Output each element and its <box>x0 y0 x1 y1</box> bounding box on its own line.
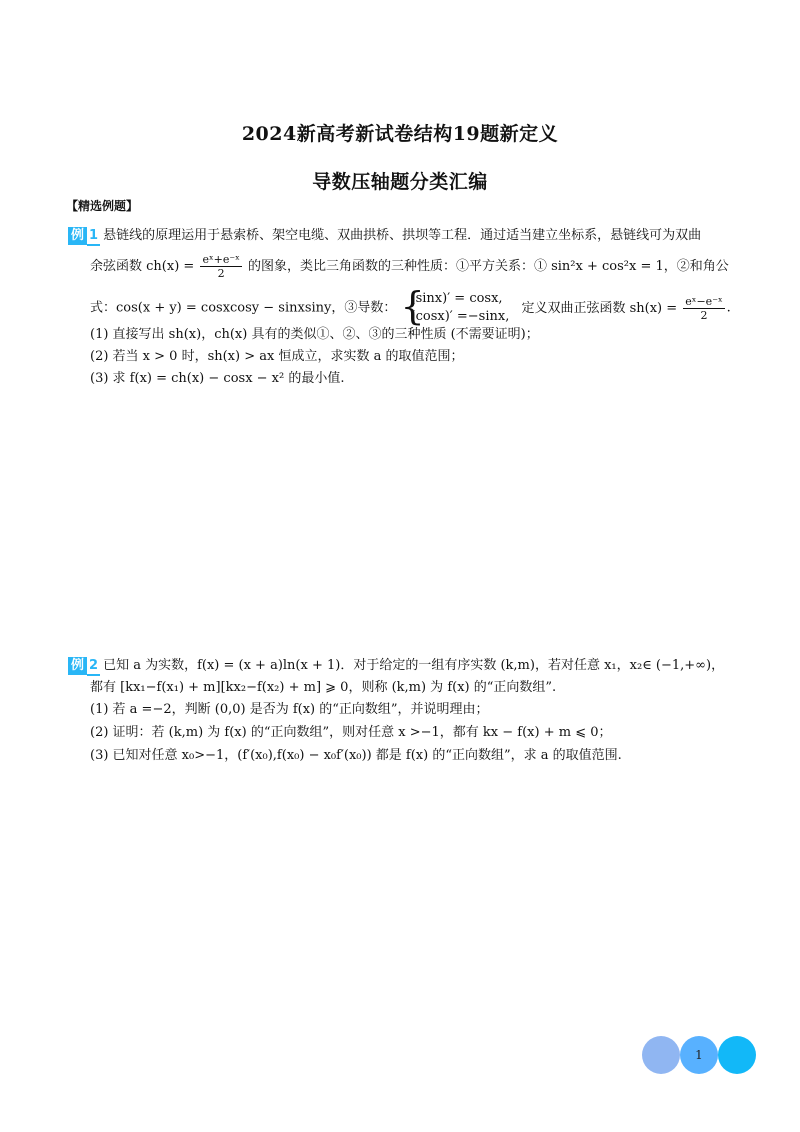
title-line-1: 2024新高考新试卷结构19题新定义 <box>241 123 559 145</box>
example-1-line-1 <box>68 226 701 246</box>
example-1-line-3 <box>90 284 731 328</box>
example-1-text-2b: 的图象，类比三角函数的三种性质：①平方关系：① sin²x + cos²x = 1，②和角公 <box>247 259 729 274</box>
example-2-line-2: 都有 [kx₁−f(x₁) + m][kx₂−f(x₂) + m] ⩾ 0，则称 (k,m) 为 f(x) 的“正向数组”. <box>90 680 557 695</box>
case-1: (sinx)′ = cosx, <box>410 291 503 306</box>
ch-fraction <box>200 253 241 280</box>
ch-numerator: eˣ+e⁻ˣ <box>202 253 240 266</box>
example-1-text-3a: 式：cos(x + y) = cosxcosy − sinxsiny，③导数： <box>90 300 397 316</box>
example-1-text-1: 悬链线的原理运用于悬索桥、架空电缆、双曲拱桥、拱坝等工程．通过适当建立坐标系，悬链线可为双曲 <box>103 228 702 243</box>
title-line-2: 导数压轴题分类汇编 <box>312 171 488 193</box>
example-1-question-2: (2) 若当 x > 0 时，sh(x) > ax 恒成立，求实数 a 的取值范围； <box>90 349 464 364</box>
circle-decoration-1 <box>642 1036 680 1074</box>
circle-decoration-3 <box>718 1036 756 1074</box>
sh-denominator: 2 <box>700 308 708 322</box>
example-1-number: 1 <box>87 228 100 246</box>
section-label: 【精选例题】 <box>66 199 139 213</box>
example-1-question-1: (1) 直接写出 sh(x)，ch(x) 具有的类似①、②、③的三种性质 (不需要证明)； <box>90 327 539 342</box>
example-2-question-3: (3) 已知对任意 x₀>−1，(f′(x₀),f(x₀) − x₀f′(x₀)) 都是 f(x) 的“正向数组”，求 a 的取值范围. <box>90 748 622 763</box>
example-2-number: 2 <box>87 658 100 676</box>
example-1-badge: 例 <box>68 227 87 245</box>
example-2-line-1 <box>68 656 724 676</box>
example-2-text-1: 已知 a 为实数，f(x) = (x + a)ln(x + 1)．对于给定的一组有序实数 (k,m)，若对任意 x₁，x₂∈ (−1,+∞)， <box>103 658 725 673</box>
page-indicator <box>642 1036 758 1076</box>
example-2-question-1: (1) 若 a =−2，判断 (0,0) 是否为 f(x) 的“正向数组”，并说明理由； <box>90 702 489 717</box>
example-1-text-2a: 余弦函数 ch(x) = <box>90 259 195 274</box>
example-1-text-3c: . <box>726 300 731 316</box>
example-1-text-3b: 定义双曲正弦函数 sh(x) = <box>521 300 678 316</box>
brace-icon: { <box>400 284 425 328</box>
derivative-cases <box>400 284 510 328</box>
case-2: (cosx)′ =−sinx, <box>410 309 510 324</box>
sh-numerator: eˣ−e⁻ˣ <box>685 294 723 308</box>
example-2-question-2: (2) 证明：若 (k,m) 为 f(x) 的“正向数组”，则对任意 x >−1，都有 kx − f(x) + m ⩽ 0； <box>90 725 612 740</box>
sh-fraction <box>683 295 724 322</box>
example-2-badge: 例 <box>68 657 87 675</box>
ch-denominator: 2 <box>217 267 225 280</box>
example-1-line-2 <box>90 253 729 280</box>
page-number: 1 <box>695 1048 703 1062</box>
example-1-question-3: (3) 求 f(x) = ch(x) − cosx − x² 的最小值. <box>90 371 345 386</box>
